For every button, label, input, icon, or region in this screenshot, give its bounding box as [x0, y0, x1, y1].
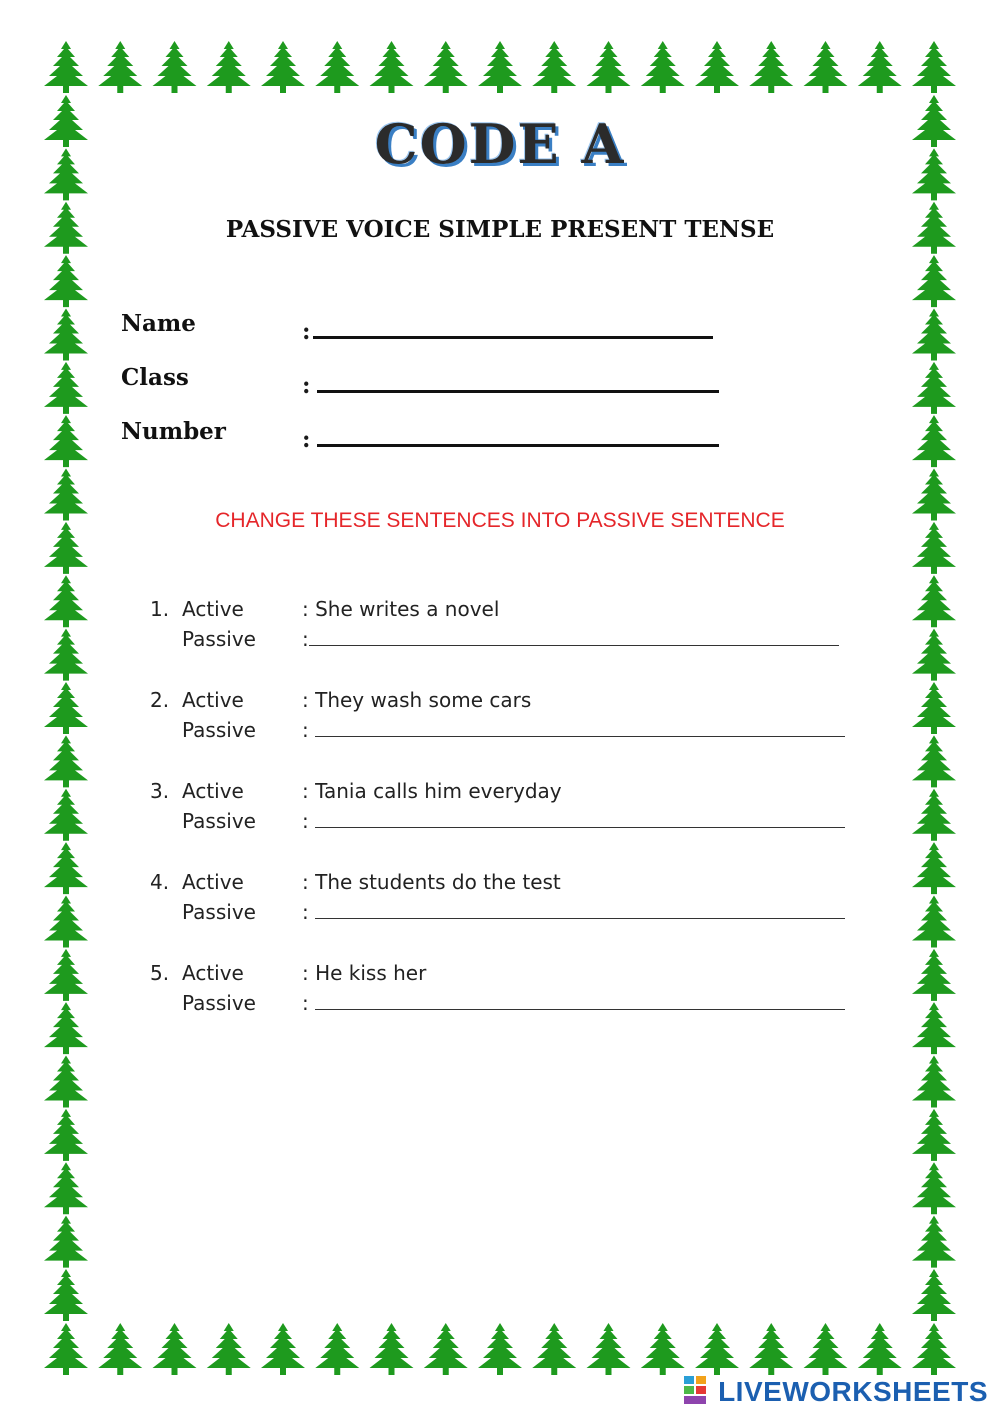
christmas-tree-icon: [912, 735, 956, 787]
christmas-tree-icon: [587, 1323, 631, 1375]
christmas-tree-icon: [532, 1323, 576, 1375]
question-number: 4.: [150, 870, 170, 894]
class-label: Class: [121, 364, 189, 391]
question-number: 2.: [150, 688, 170, 712]
christmas-tree-icon: [44, 575, 88, 627]
christmas-tree-icon: [912, 1162, 956, 1214]
passive-blank[interactable]: [315, 811, 845, 828]
name-blank[interactable]: [313, 312, 713, 339]
passive-colon: :: [302, 991, 309, 1015]
christmas-tree-icon: [912, 949, 956, 1001]
name-field[interactable]: [302, 312, 713, 345]
passive-label: Passive: [182, 718, 256, 742]
christmas-tree-icon: [912, 1323, 956, 1375]
passive-blank[interactable]: [315, 720, 845, 737]
christmas-tree-icon: [44, 1056, 88, 1108]
christmas-tree-icon: [44, 629, 88, 681]
christmas-tree-icon: [315, 41, 359, 93]
christmas-tree-icon: [207, 1323, 251, 1375]
christmas-tree-icon: [478, 41, 522, 93]
christmas-tree-icon: [912, 1002, 956, 1054]
passive-blank[interactable]: [315, 902, 845, 919]
page-subtitle: PASSIVE VOICE SIMPLE PRESENT TENSE: [225, 216, 775, 243]
christmas-tree-icon: [587, 41, 631, 93]
christmas-tree-icon: [44, 842, 88, 894]
christmas-tree-icon: [315, 1323, 359, 1375]
number-field[interactable]: [302, 420, 719, 453]
question-number: 1.: [150, 597, 170, 621]
christmas-tree-icon: [207, 41, 251, 93]
passive-answer-line[interactable]: [302, 809, 845, 833]
christmas-tree-icon: [44, 1323, 88, 1375]
christmas-tree-icon: [44, 682, 88, 734]
christmas-tree-icon: [424, 1323, 468, 1375]
christmas-tree-icon: [153, 41, 197, 93]
class-colon: :: [302, 372, 311, 399]
passive-colon: :: [302, 900, 309, 924]
passive-colon: :: [302, 627, 309, 651]
christmas-tree-icon: [804, 1323, 848, 1375]
christmas-tree-icon: [912, 789, 956, 841]
christmas-tree-icon: [912, 362, 956, 414]
christmas-tree-icon: [695, 1323, 739, 1375]
christmas-tree-icon: [44, 949, 88, 1001]
class-field[interactable]: [302, 366, 719, 399]
liveworksheets-watermark: LIVEWORKSHEETS: [718, 1376, 988, 1407]
christmas-tree-icon: [44, 1002, 88, 1054]
christmas-tree-icon: [912, 629, 956, 681]
active-label: Active: [182, 688, 244, 712]
christmas-tree-icon: [44, 41, 88, 93]
passive-answer-line[interactable]: [302, 627, 839, 651]
christmas-tree-icon: [98, 1323, 142, 1375]
active-label: Active: [182, 961, 244, 985]
question-number: 3.: [150, 779, 170, 803]
passive-colon: :: [302, 718, 309, 742]
christmas-tree-icon: [858, 41, 902, 93]
christmas-tree-icon: [641, 41, 685, 93]
christmas-tree-icon: [804, 41, 848, 93]
active-sentence: : He kiss her: [302, 961, 427, 985]
christmas-tree-icon: [912, 1056, 956, 1108]
christmas-tree-icon: [44, 1109, 88, 1161]
passive-label: Passive: [182, 627, 256, 651]
christmas-tree-icon: [912, 895, 956, 947]
question-number: 5.: [150, 961, 170, 985]
christmas-tree-icon: [44, 1216, 88, 1268]
christmas-tree-icon: [749, 1323, 793, 1375]
christmas-tree-icon: [478, 1323, 522, 1375]
christmas-tree-icon: [912, 1109, 956, 1161]
christmas-tree-icon: [749, 41, 793, 93]
christmas-tree-icon: [912, 415, 956, 467]
christmas-tree-icon: [261, 1323, 305, 1375]
christmas-tree-icon: [44, 735, 88, 787]
christmas-tree-icon: [44, 789, 88, 841]
christmas-tree-icon: [912, 575, 956, 627]
passive-answer-line[interactable]: [302, 900, 845, 924]
christmas-tree-icon: [912, 255, 956, 307]
christmas-tree-icon: [912, 842, 956, 894]
active-sentence: : Tania calls him everyday: [302, 779, 562, 803]
christmas-tree-icon: [44, 895, 88, 947]
passive-colon: :: [302, 809, 309, 833]
christmas-tree-icon: [44, 1162, 88, 1214]
active-sentence: : The students do the test: [302, 870, 561, 894]
christmas-tree-icon: [532, 41, 576, 93]
christmas-tree-icon: [44, 308, 88, 360]
passive-label: Passive: [182, 809, 256, 833]
christmas-tree-icon: [153, 1323, 197, 1375]
number-label: Number: [121, 418, 226, 445]
christmas-tree-icon: [424, 41, 468, 93]
passive-blank[interactable]: [315, 993, 845, 1010]
passive-answer-line[interactable]: [302, 991, 845, 1015]
christmas-tree-icon: [44, 1269, 88, 1321]
christmas-tree-icon: [44, 362, 88, 414]
christmas-tree-icon: [370, 41, 414, 93]
passive-label: Passive: [182, 991, 256, 1015]
active-sentence: : They wash some cars: [302, 688, 532, 712]
liveworksheets-logo-icon: [684, 1376, 708, 1404]
number-colon: :: [302, 426, 311, 453]
active-label: Active: [182, 870, 244, 894]
name-colon: :: [302, 318, 311, 345]
christmas-tree-icon: [641, 1323, 685, 1375]
instruction-text: CHANGE THESE SENTENCES INTO PASSIVE SENTENCE: [215, 509, 785, 532]
christmas-tree-icon: [44, 255, 88, 307]
christmas-tree-icon: [912, 41, 956, 93]
christmas-tree-icon: [912, 308, 956, 360]
christmas-tree-icon: [261, 41, 305, 93]
christmas-tree-icon: [858, 1323, 902, 1375]
christmas-tree-icon: [370, 1323, 414, 1375]
active-label: Active: [182, 779, 244, 803]
page-title: CODE A: [374, 112, 626, 176]
christmas-tree-icon: [912, 682, 956, 734]
number-blank[interactable]: [317, 420, 719, 447]
passive-blank[interactable]: [309, 629, 839, 646]
passive-label: Passive: [182, 900, 256, 924]
christmas-tree-icon: [912, 1269, 956, 1321]
christmas-tree-icon: [98, 41, 142, 93]
christmas-tree-icon: [912, 1216, 956, 1268]
passive-answer-line[interactable]: [302, 718, 845, 742]
christmas-tree-icon: [44, 415, 88, 467]
active-sentence: : She writes a novel: [302, 597, 500, 621]
name-label: Name: [121, 310, 196, 337]
class-blank[interactable]: [317, 366, 719, 393]
christmas-tree-icon: [695, 41, 739, 93]
active-label: Active: [182, 597, 244, 621]
